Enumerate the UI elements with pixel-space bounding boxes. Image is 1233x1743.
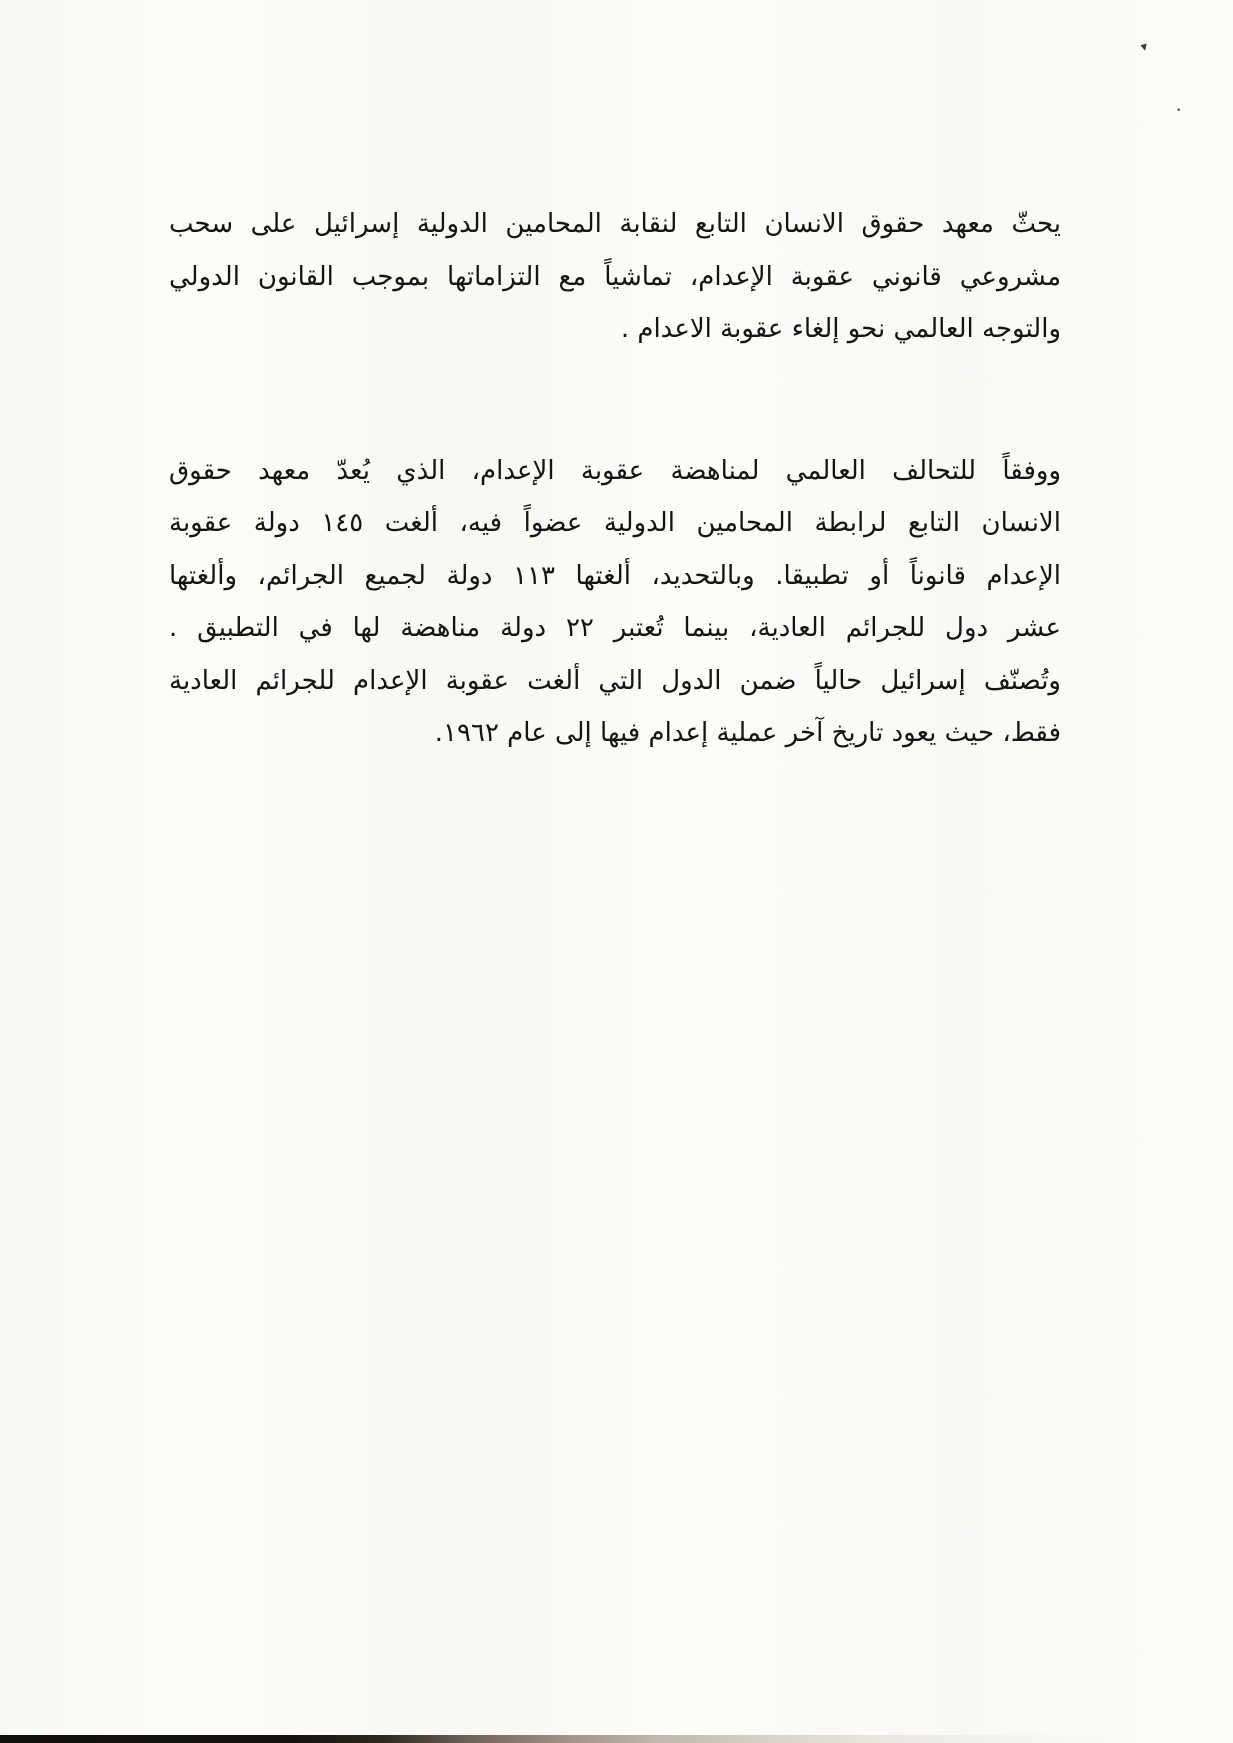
scan-speck-icon: •	[1176, 106, 1182, 116]
text-line: مشروعي قانوني عقوبة الإعدام، تماشياً مع التزاماتها بموجب القانون الدولي	[169, 261, 1061, 292]
scan-bottom-edge	[0, 1735, 1233, 1743]
text-line: وتُصنّف إسرائيل حالياً ضمن الدول التي ألغت عقوبة الإعدام للجرائم العادية	[169, 665, 1061, 696]
text-line: والتوجه العالمي نحو إلغاء عقوبة الاعدام .	[620, 314, 1061, 344]
scan-speck-icon: ▾	[1139, 39, 1150, 56]
text-line: فقط، حيث يعود تاريخ آخر عملية إعدام فيها إلى عام ١٩٦٢.	[434, 718, 1061, 748]
text-line: عشر دول للجرائم العادية، بينما تُعتبر ٢٢ دولة مناهضة لها في التطبيق .	[169, 613, 1061, 643]
text-line: ووفقاً للتحالف العالمي لمناهضة عقوبة الإعدام، الذي يُعدّ معهد حقوق	[169, 455, 1061, 486]
paragraph-1	[169, 198, 1061, 356]
text-line: الانسان التابع لرابطة المحامين الدولية عضواً فيه، ألغت ١٤٥ دولة عقوبة	[169, 508, 1061, 538]
text-line: الإعدام قانوناً أو تطبيقا. وبالتحديد، ألغتها ١١٣ دولة لجميع الجرائم، وألغتها	[169, 560, 1061, 591]
document-text-block	[169, 198, 1061, 760]
paragraph-2	[169, 445, 1061, 760]
text-line: يحثّ معهد حقوق الانسان التابع لنقابة المحامين الدولية إسرائيل على سحب	[169, 209, 1061, 239]
